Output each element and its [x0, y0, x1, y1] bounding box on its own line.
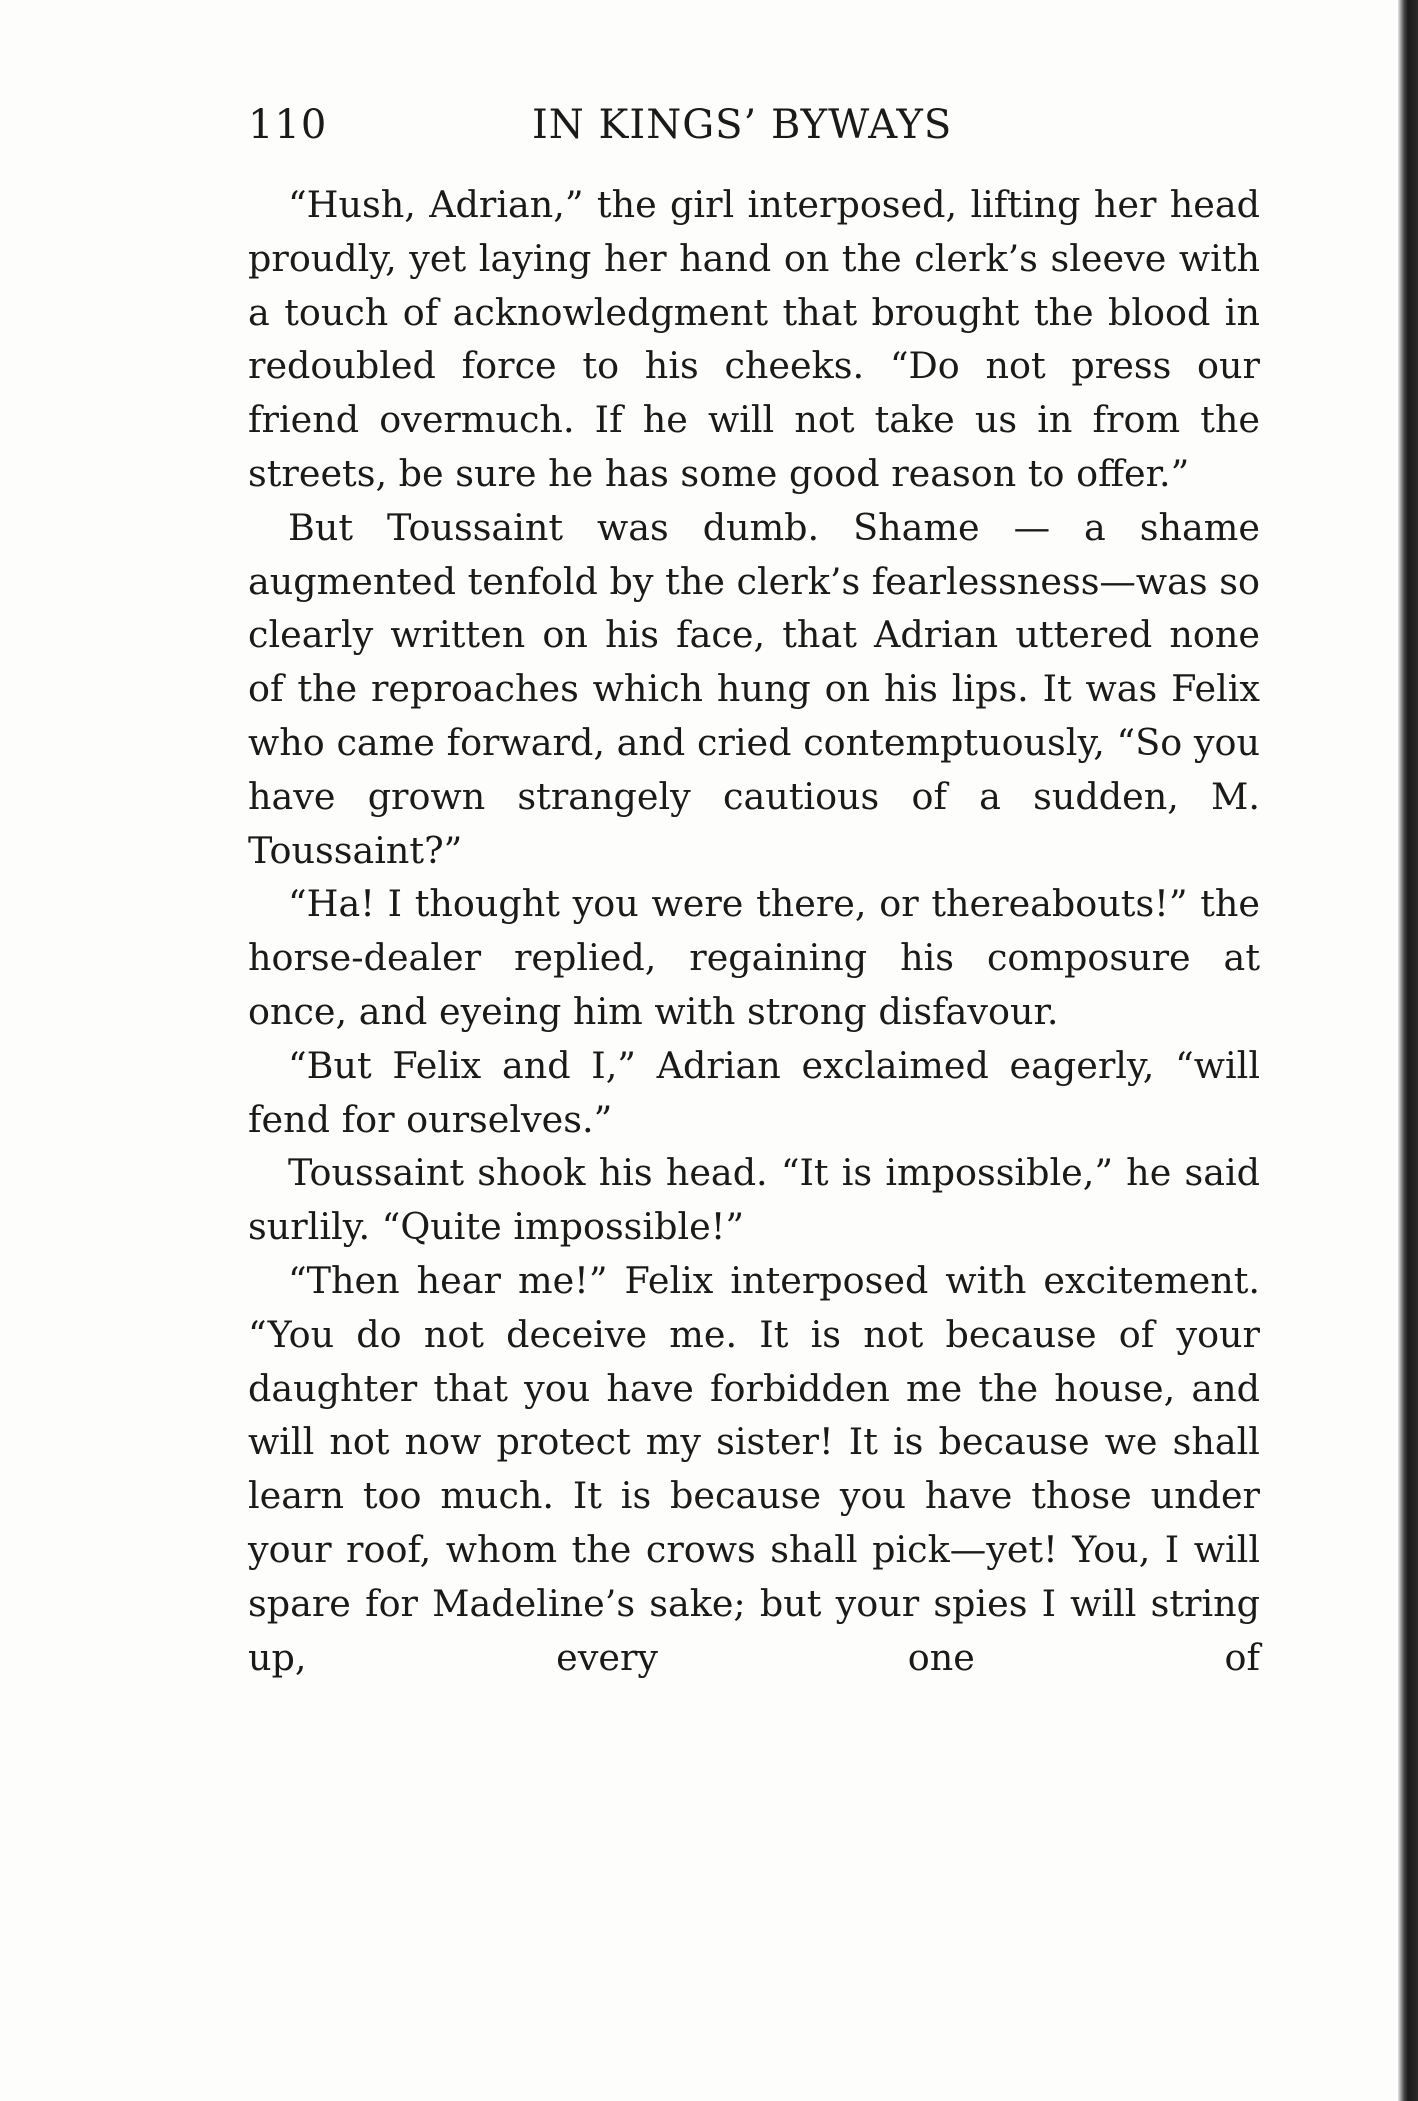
paragraph: “Ha! I thought you were there, or thereabouts!” the horse-dealer replied, regaining his composure at once, and eyeing him with strong disfavour. — [248, 882, 1260, 1033]
paragraph: Toussaint shook his head. “It is impossible,” he said surlily. “Quite impossible!” — [248, 1151, 1260, 1249]
running-title: IN KINGS’ BYWAYS — [532, 102, 953, 148]
body-text — [248, 178, 1260, 1684]
page-header — [248, 95, 1260, 155]
paragraph: “Hush, Adrian,” the girl interposed, lifting her head proudly, yet laying her hand on the clerk’s sleeve with a touch of acknowledgment that brought the blood in redoubled force to his cheeks. “Do not press our friend overmuch. If he will not take us in from the streets, be sure he has some good reason to offer.” — [248, 183, 1260, 495]
paragraph: “Then hear me!” Felix interposed with excitement. “You do not deceive me. It is not because of your daughter that you have forbidden me the house, and will not now protect my sister! It is because we shall learn too much. It is because you have those under your roof, whom the crows shall pick—yet! You, I will spare for Madeline’s sake; but your spies I will string up, every one of — [248, 1258, 1260, 1679]
paragraph: But Toussaint was dumb. Shame — a shame augmented tenfold by the clerk’s fearlessness—was so clearly written on his face, that Adrian uttered none of the reproaches which hung on his lips. It was Felix who came forward, and cried contemptuously, “So you have grown strangely cautious of a sudden, M. Toussaint?” — [248, 505, 1260, 872]
paragraph: “But Felix and I,” Adrian exclaimed eagerly, “will fend for ourselves.” — [248, 1043, 1260, 1141]
book-spine-edge — [1398, 0, 1418, 2101]
page-number: 110 — [248, 102, 328, 148]
